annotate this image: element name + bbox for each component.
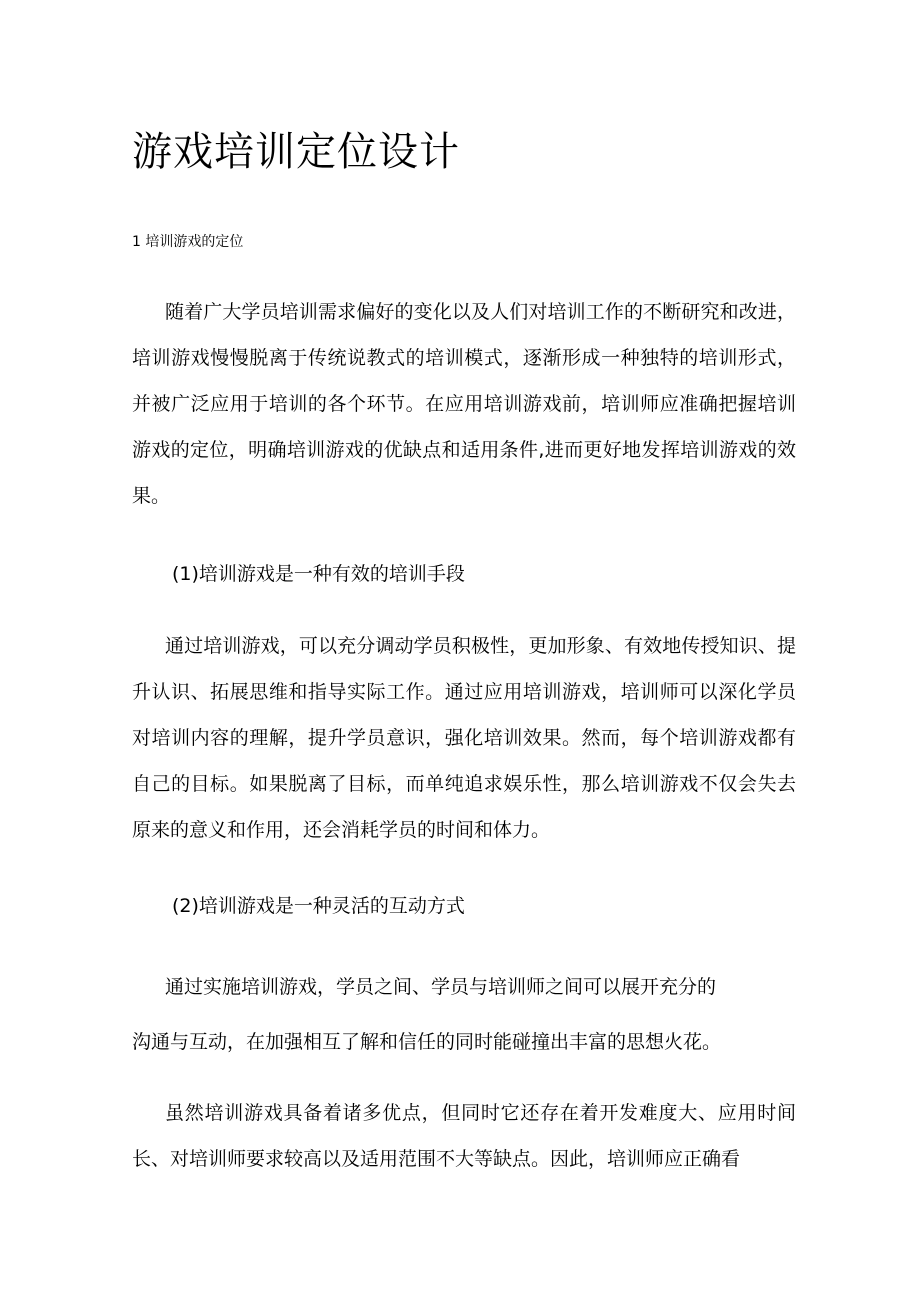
- paragraph-intro: 随着广大学员培训需求偏好的变化以及人们对培训工作的不断研究和改进，培训游戏慢慢脱离于传统说教式的培训模式，逐渐形成一种独特的培训形式，并被广泛应用于培训的各个环节。在应用培训游戏前，培训师应准确把握培训游戏的定位，明确培训游戏的优缺点和适用条件,进而更好地发挥培训游戏的效果。: [132, 301, 796, 507]
- paragraph-drawbacks: 虽然培训游戏具备着诸多优点，但同时它还存在着开发难度大、应用时间长、对培训师要求较高以及适用范围不大等缺点。因此，培训师应正确看: [132, 1102, 796, 1170]
- paragraph-interaction-line-2: 沟通与互动，在加强相互了解和信任的同时能碰撞出丰富的思想火花。: [132, 1031, 722, 1053]
- paragraph-effective-means: 通过培训游戏，可以充分调动学员积极性，更加形象、有效地传授知识、提升认识、拓展思维和指导实际工作。通过应用培训游戏，培训师可以深化学员对培训内容的理解，提升学员意识，强化培训效果。然而，每个培训游戏都有自己的目标。如果脱离了目标，而单纯追求娱乐性，那么培训游戏不仅会失去原来的意义和作用，还会消耗学员的时间和体力。: [132, 635, 796, 841]
- paragraph-interaction-line-1: 通过实施培训游戏，学员之间、学员与培训师之间可以展开充分的: [165, 976, 717, 998]
- subheading-effective-means: (1)培训游戏是一种有效的培训手段: [172, 563, 465, 585]
- page-title: 游戏培训定位设计: [132, 129, 460, 175]
- subheading-flexible-interaction: (2)培训游戏是一种灵活的互动方式: [172, 895, 465, 917]
- section-label: 1 培训游戏的定位: [132, 234, 244, 250]
